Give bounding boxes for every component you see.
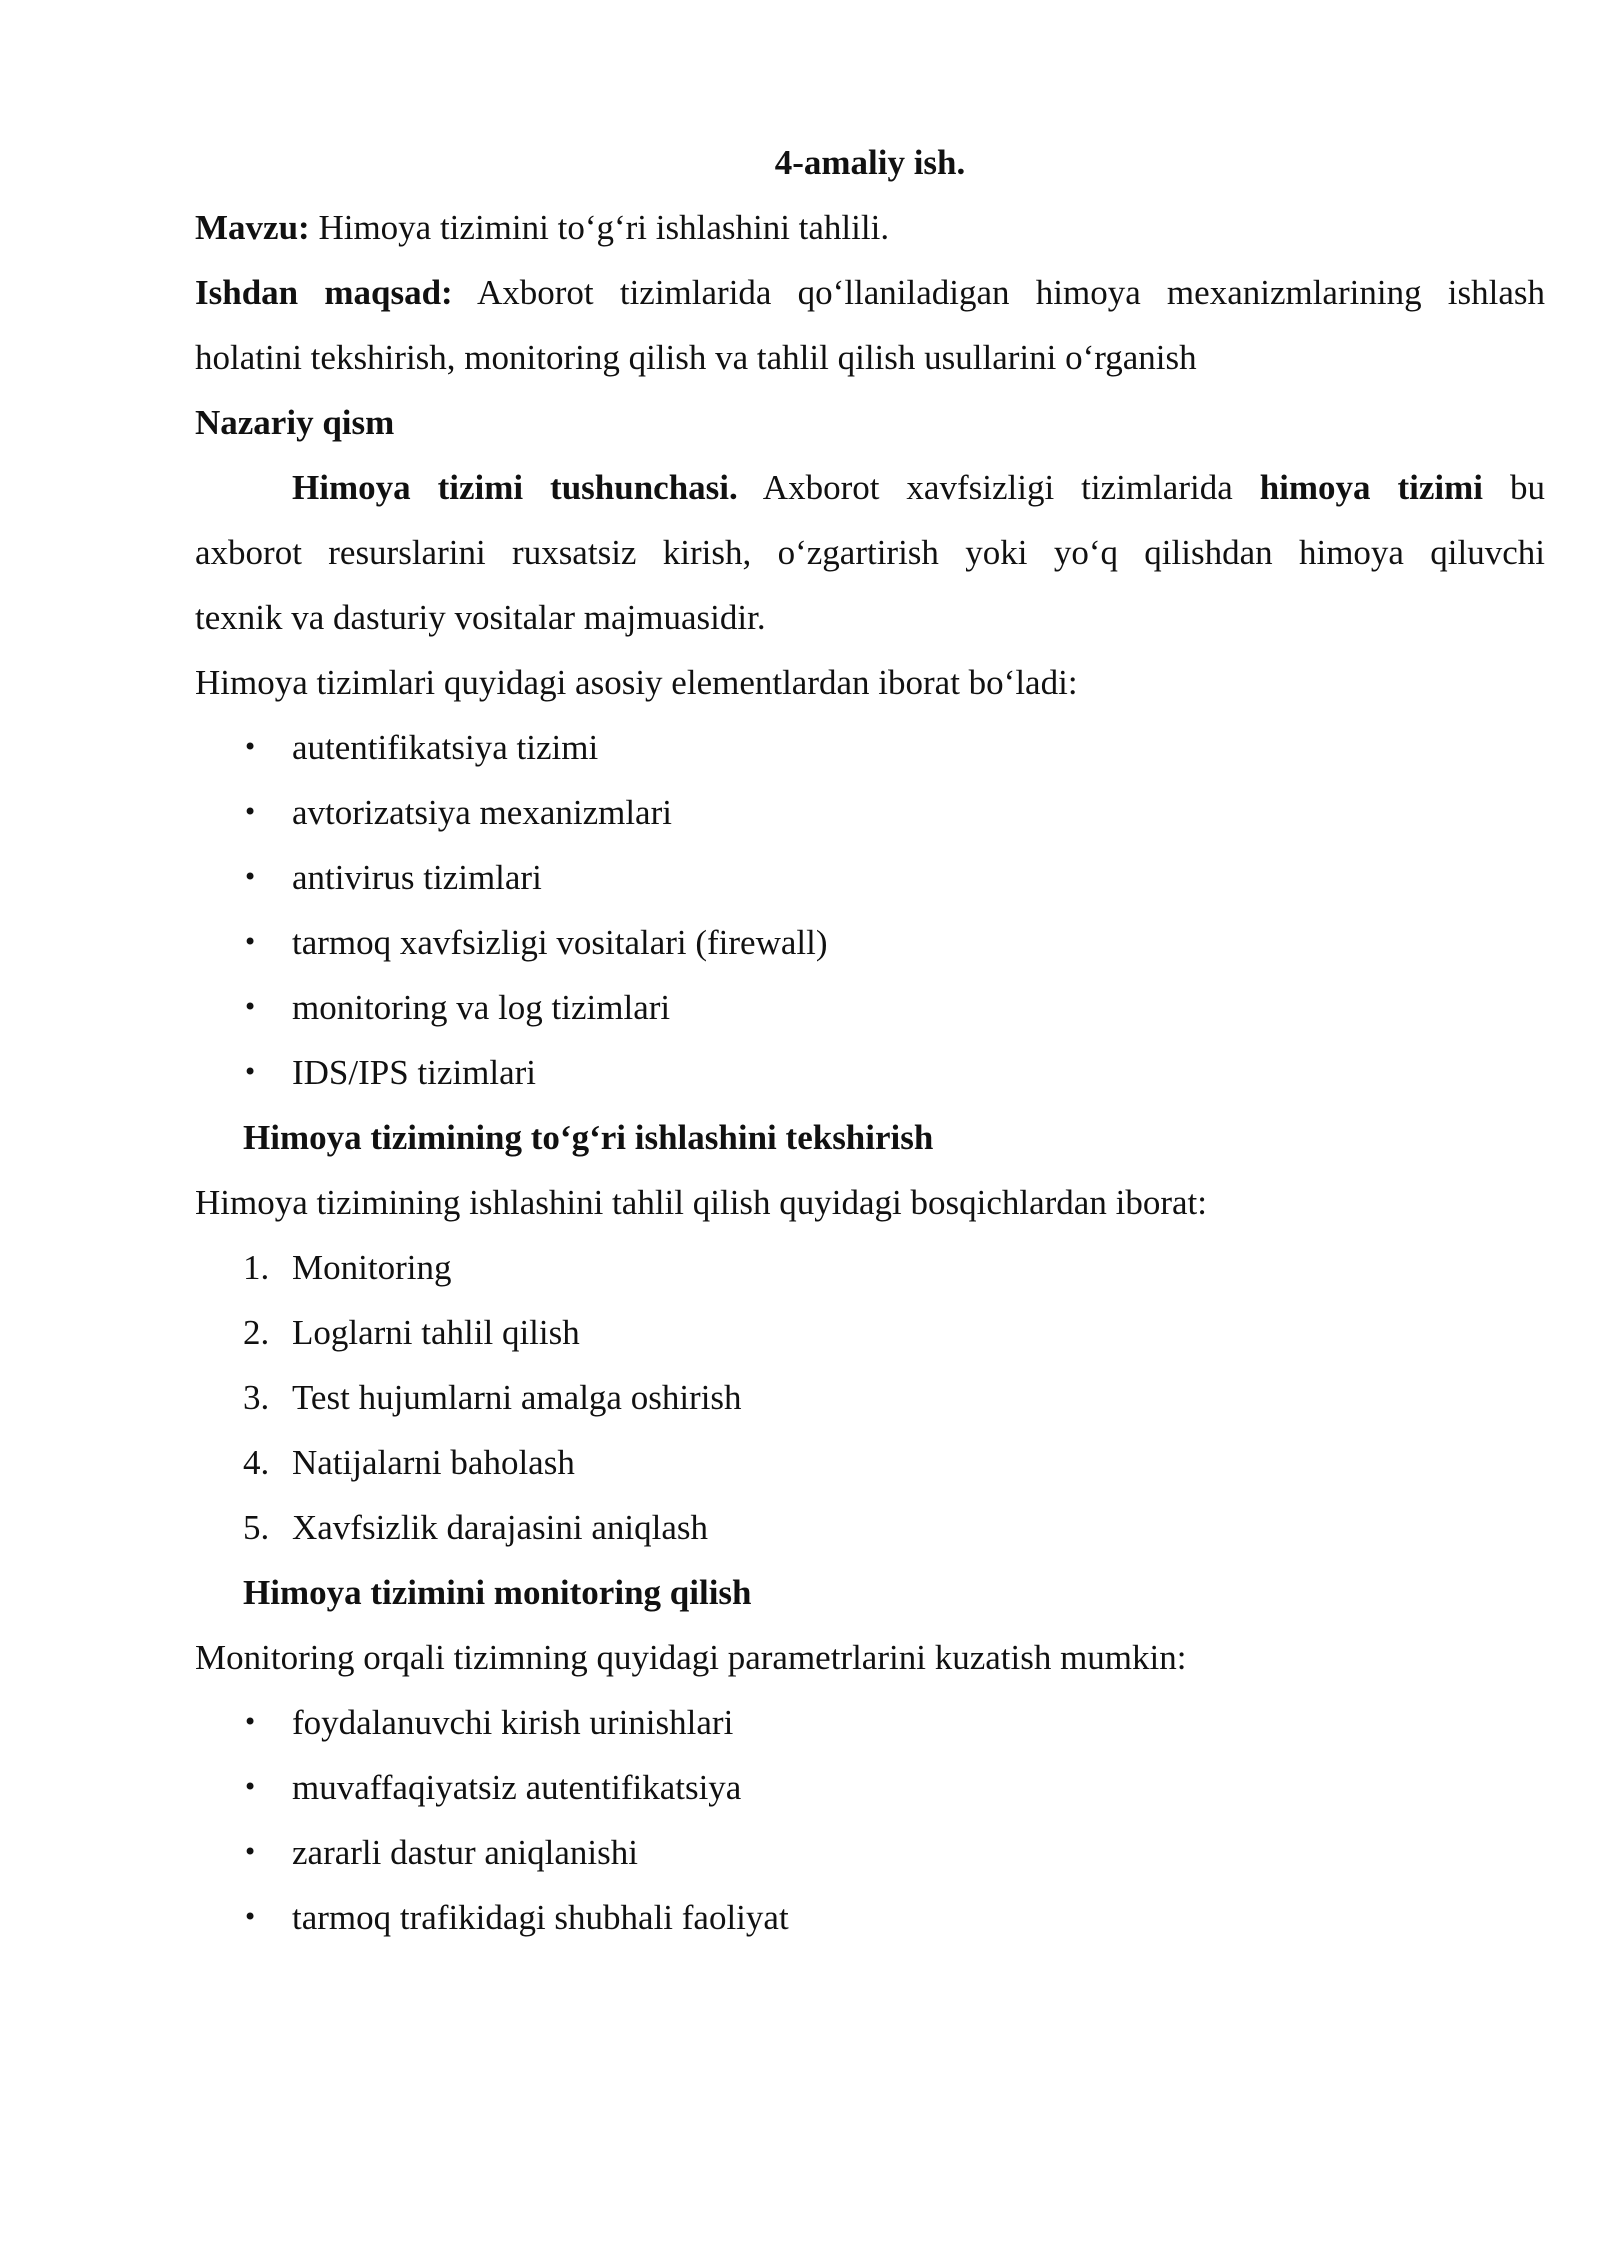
numbered-item — [243, 1495, 1545, 1560]
step-text: Xavfsizlik darajasini aniqlash — [292, 1508, 708, 1547]
topic-line — [195, 195, 1545, 260]
numbered-item — [243, 1430, 1545, 1495]
bullet-marker: • — [243, 733, 258, 761]
list-item — [243, 975, 1545, 1040]
list-item-text: IDS/IPS tizimlari — [292, 1053, 537, 1092]
goal-label: Ishdan maqsad: — [195, 273, 453, 312]
bullet-marker: • — [243, 1838, 258, 1866]
goal-line-1 — [195, 260, 1545, 325]
list-item-text: monitoring va log tizimlari — [292, 988, 671, 1027]
list-item — [243, 715, 1545, 780]
list-item — [243, 780, 1545, 845]
concept-line-2: axborot resurslarini ruxsatsiz kirish, o‘zgartirish yoki yo‘q qilishdan himoya qiluvchi — [195, 533, 1545, 572]
list-item-text: autentifikatsiya tizimi — [292, 728, 599, 767]
step-text: Natijalarni baholash — [292, 1443, 575, 1482]
step-number: 4. — [243, 1443, 270, 1482]
step-number: 2. — [243, 1313, 270, 1352]
list-item-text: tarmoq xavfsizligi vositalari (firewall) — [292, 923, 828, 962]
concept-term: himoya tizimi — [1259, 468, 1484, 507]
check-heading: Himoya tizimining to‘g‘ri ishlashini tekshirish — [243, 1118, 934, 1157]
bullet-marker: • — [243, 993, 258, 1021]
concept-line-1 — [292, 455, 1545, 520]
step-text: Test hujumlarni amalga oshirish — [292, 1378, 742, 1417]
list-item-text: zararli dastur aniqlanishi — [292, 1833, 638, 1872]
check-intro: Himoya tizimining ishlashini tahlil qilish quyidagi bosqichlardan iborat: — [195, 1183, 1207, 1222]
list-item-text: tarmoq trafikidagi shubhali faoliyat — [292, 1898, 789, 1937]
concept-line-3: texnik va dasturiy vositalar majmuasidir. — [195, 598, 766, 637]
step-number: 1. — [243, 1248, 270, 1287]
monitoring-heading: Himoya tizimini monitoring qilish — [243, 1573, 752, 1612]
document-title: 4-amaliy ish. — [774, 143, 966, 182]
concept-text-1b: bu — [1483, 468, 1545, 507]
bullet-marker: • — [243, 1773, 258, 1801]
step-text: Loglarni tahlil qilish — [292, 1313, 580, 1352]
numbered-item — [243, 1365, 1545, 1430]
numbered-item — [243, 1235, 1545, 1300]
concept-heading: Himoya tizimi tushunchasi. — [292, 468, 738, 507]
numbered-item — [243, 1300, 1545, 1365]
bullet-marker: • — [243, 1903, 258, 1931]
topic-label: Mavzu: — [195, 208, 310, 247]
elements-intro: Himoya tizimlari quyidagi asosiy elementlardan iborat bo‘ladi: — [195, 663, 1078, 702]
list-item-text: muvaffaqiyatsiz autentifikatsiya — [292, 1768, 742, 1807]
step-text: Monitoring — [292, 1248, 452, 1287]
list-item-text: antivirus tizimlari — [292, 858, 542, 897]
list-item — [243, 1690, 1545, 1755]
list-item-text: foydalanuvchi kirish urinishlari — [292, 1703, 734, 1742]
topic-text: Himoya tizimini to‘g‘ri ishlashini tahlili. — [309, 208, 890, 247]
list-item — [243, 845, 1545, 910]
list-item — [243, 910, 1545, 975]
monitoring-intro: Monitoring orqali tizimning quyidagi parametrlarini kuzatish mumkin: — [195, 1638, 1187, 1677]
list-item — [243, 1885, 1545, 1950]
list-item — [243, 1040, 1545, 1105]
bullet-marker: • — [243, 1058, 258, 1086]
bullet-marker: • — [243, 798, 258, 826]
bullet-marker: • — [243, 863, 258, 891]
list-item — [243, 1755, 1545, 1820]
bullet-marker: • — [243, 1708, 258, 1736]
concept-text-1a: Axborot xavfsizligi tizimlarida — [737, 468, 1260, 507]
theory-heading: Nazariy qism — [195, 403, 395, 442]
step-number: 5. — [243, 1508, 270, 1547]
bullet-marker: • — [243, 928, 258, 956]
list-item-text: avtorizatsiya mexanizmlari — [292, 793, 672, 832]
goal-text-1: Axborot tizimlarida qo‘llaniladigan himoya mexanizmlarining ishlash — [452, 273, 1546, 312]
list-item — [243, 1820, 1545, 1885]
step-number: 3. — [243, 1378, 270, 1417]
goal-line-2: holatini tekshirish, monitoring qilish va tahlil qilish usullarini o‘rganish — [195, 338, 1197, 377]
